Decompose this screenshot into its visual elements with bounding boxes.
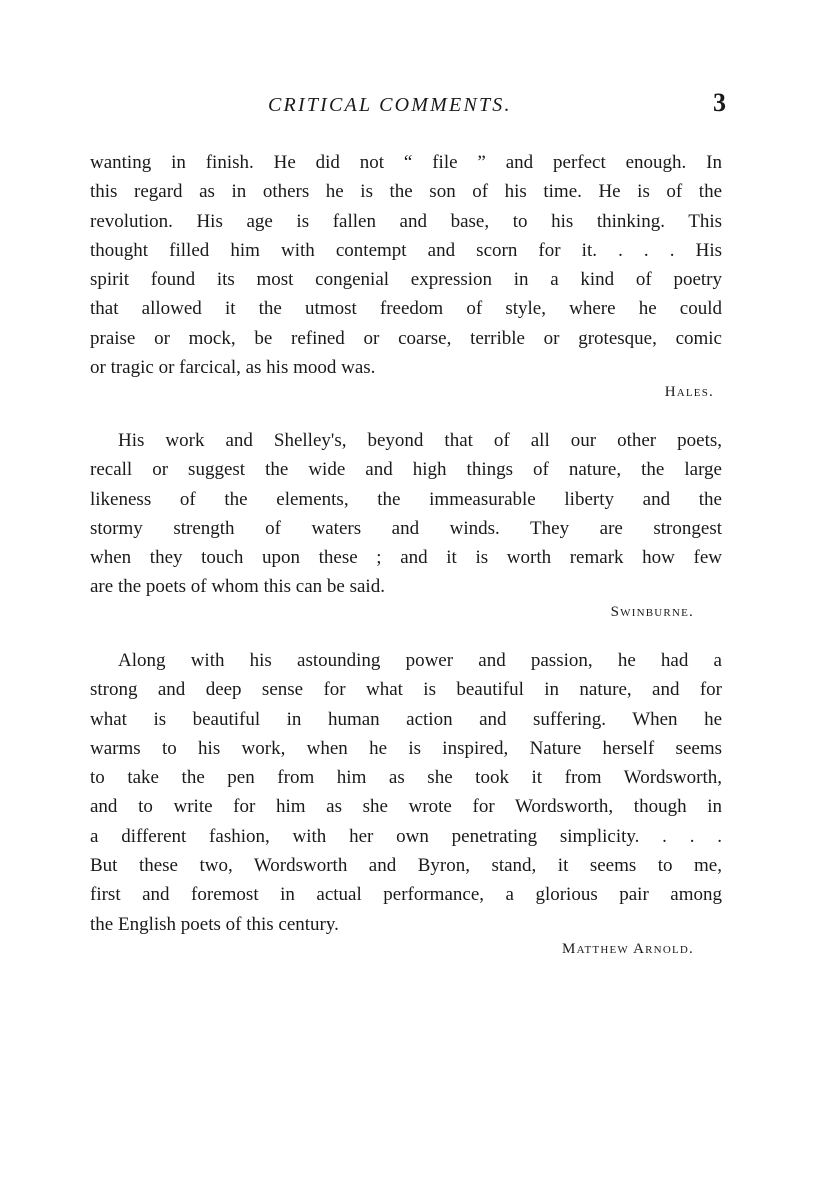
- quote-line: wanting in finish. He did not “ file ” and perfect enough. In: [90, 152, 722, 173]
- quote-line: praise or mock, be refined or coarse, terrible or grotesque, comic: [90, 327, 722, 349]
- running-head: [90, 88, 726, 126]
- running-title: CRITICAL COMMENTS.: [268, 94, 512, 116]
- page-number: 3: [713, 88, 726, 117]
- quote-line: this regard as in others he is the son of his time. He is of the: [90, 181, 722, 203]
- quote-line: what is beautiful in human action and suffering. When he: [90, 708, 722, 730]
- quote-line: stormy strength of waters and winds. They are strongest: [90, 517, 722, 539]
- quote-swinburne: [90, 426, 722, 622]
- quote-attribution: Swinburne.: [610, 603, 694, 620]
- quote-line: likeness of the elements, the immeasurable liberty and the: [90, 488, 722, 510]
- quote-line: Along with his astounding power and passion, he had a: [118, 650, 722, 671]
- quote-line: are the poets of whom this can be said.: [90, 576, 385, 598]
- quote-hales: [90, 148, 722, 402]
- quote-line: His work and Shelley's, beyond that of all our other poets,: [118, 430, 722, 451]
- quote-attribution: Matthew Arnold.: [562, 940, 694, 957]
- quote-line: recall or suggest the wide and high things of nature, the large: [90, 459, 722, 481]
- quote-line: and to write for him as she wrote for Wordsworth, though in: [90, 796, 722, 818]
- quote-attribution: Hales.: [664, 384, 714, 401]
- quote-matthew-arnold: [90, 646, 722, 959]
- quote-line: thought filled him with contempt and scorn for it. . . . His: [90, 239, 722, 261]
- quote-line: a different fashion, with her own penetrating simplicity. . . .: [90, 825, 722, 847]
- quote-line: strong and deep sense for what is beautiful in nature, and for: [90, 679, 722, 701]
- quote-line: to take the pen from him as she took it from Wordsworth,: [90, 767, 722, 789]
- quote-line: warms to his work, when he is inspired, Nature herself seems: [90, 737, 722, 759]
- quote-line: the English poets of this century.: [90, 913, 339, 935]
- quote-line: that allowed it the utmost freedom of style, where he could: [90, 298, 722, 320]
- quote-line: first and foremost in actual performance, a glorious pair among: [90, 884, 722, 906]
- quote-line: when they touch upon these ; and it is worth remark how few: [90, 547, 722, 569]
- quote-line: But these two, Wordsworth and Byron, stand, it seems to me,: [90, 855, 722, 877]
- quote-line: spirit found its most congenial expression in a kind of poetry: [90, 269, 722, 291]
- quote-line: or tragic or farcical, as his mood was.: [90, 357, 376, 379]
- quote-line: revolution. His age is fallen and base, to his thinking. This: [90, 210, 722, 232]
